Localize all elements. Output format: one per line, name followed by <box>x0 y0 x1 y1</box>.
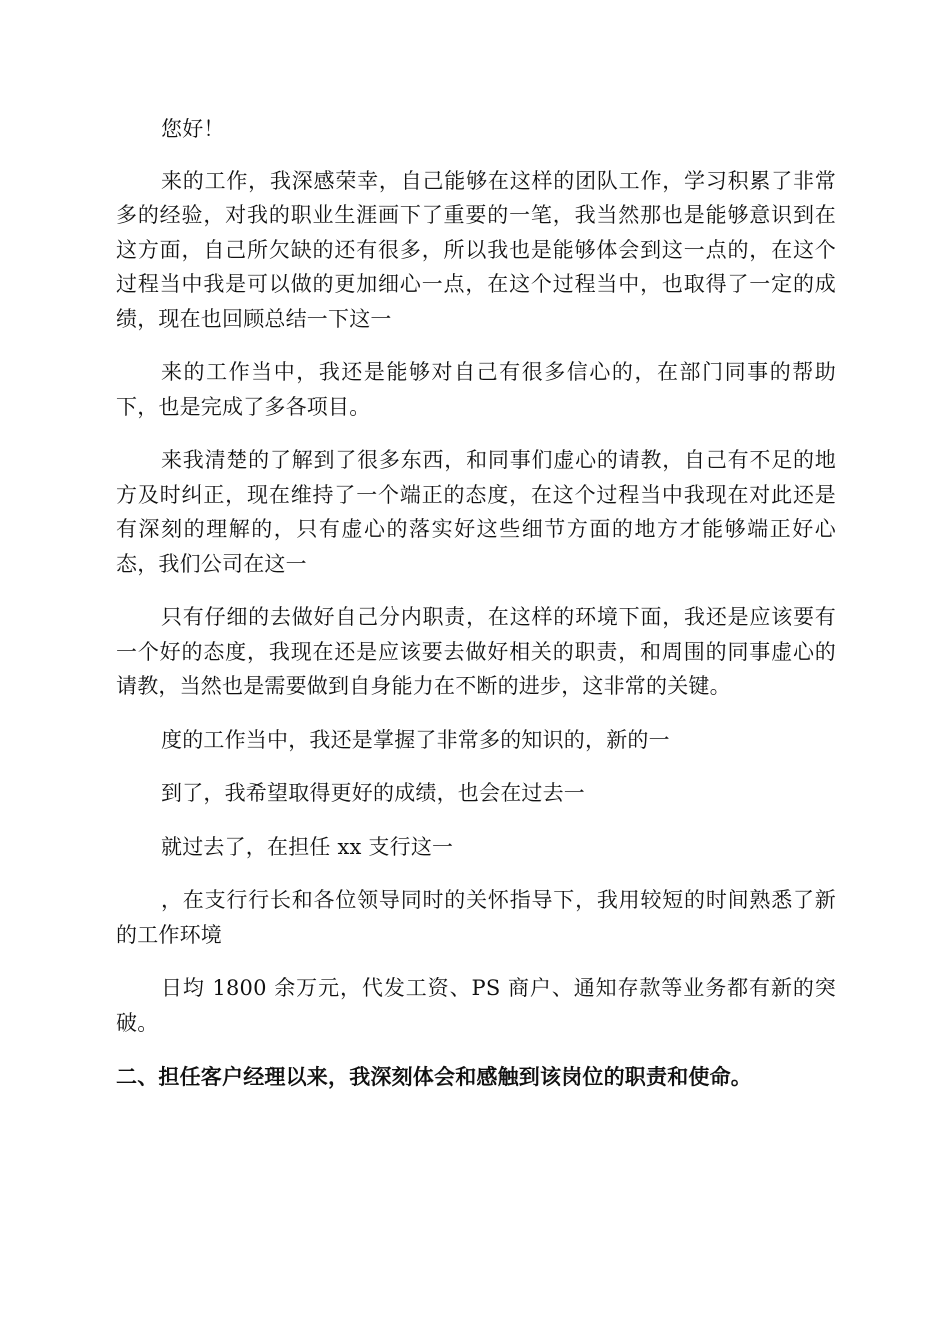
section-heading: 二、担任客户经理以来，我深刻体会和感触到该岗位的职责和使命。 <box>116 1064 752 1089</box>
greeting: 您好！ <box>161 117 225 141</box>
paragraph-7: 就过去了，在担任 xx 支行这一 <box>161 834 454 859</box>
paragraph-9: 日均 1800 余万元，代发工资、PS 商户、通知存款等业务都有新的突破。 <box>116 976 836 1035</box>
paragraph-6: 到了，我希望取得更好的成绩，也会在过去一 <box>161 781 585 805</box>
paragraph-4: 只有仔细的去做好自己分内职责，在这样的环境下面，我还是应该要有一个好的态度，我现在还是应该要去做好相关的职责，和周围的同事虚心的请教，当然也是需要做到自身能力在不断的进步，这非常的关键。 <box>116 605 836 698</box>
paragraph-3: 来我清楚的了解到了很多东西，和同事们虚心的请教，自己有不足的地方及时纠正，现在维持了一个端正的态度，在这个过程当中我现在对此还是有深刻的理解的，只有虚心的落实好这些细节方面的地方才能够端正好心态，我们公司在这一 <box>116 448 836 576</box>
paragraph-5: 度的工作当中，我还是掌握了非常多的知识的，新的一 <box>161 727 670 752</box>
document-page <box>116 112 836 1094</box>
paragraph-8: ，在支行行长和各位领导同时的关怀指导下，我用较短的时间熟悉了新的工作环境 <box>116 888 836 947</box>
paragraph-2: 来的工作当中，我还是能够对自己有很多信心的，在部门同事的帮助下，也是完成了多各项目。 <box>116 360 836 419</box>
paragraph-1: 来的工作，我深感荣幸，自己能够在这样的团队工作，学习积累了非常多的经验，对我的职业生涯画下了重要的一笔，我当然那也是能够意识到在这方面，自己所欠缺的还有很多，所以我也是能够体会到这一点的，在这个过程当中我是可以做的更加细心一点，在这个过程当中，也取得了一定的成绩，现在也回顾总结一下这一 <box>116 168 836 331</box>
